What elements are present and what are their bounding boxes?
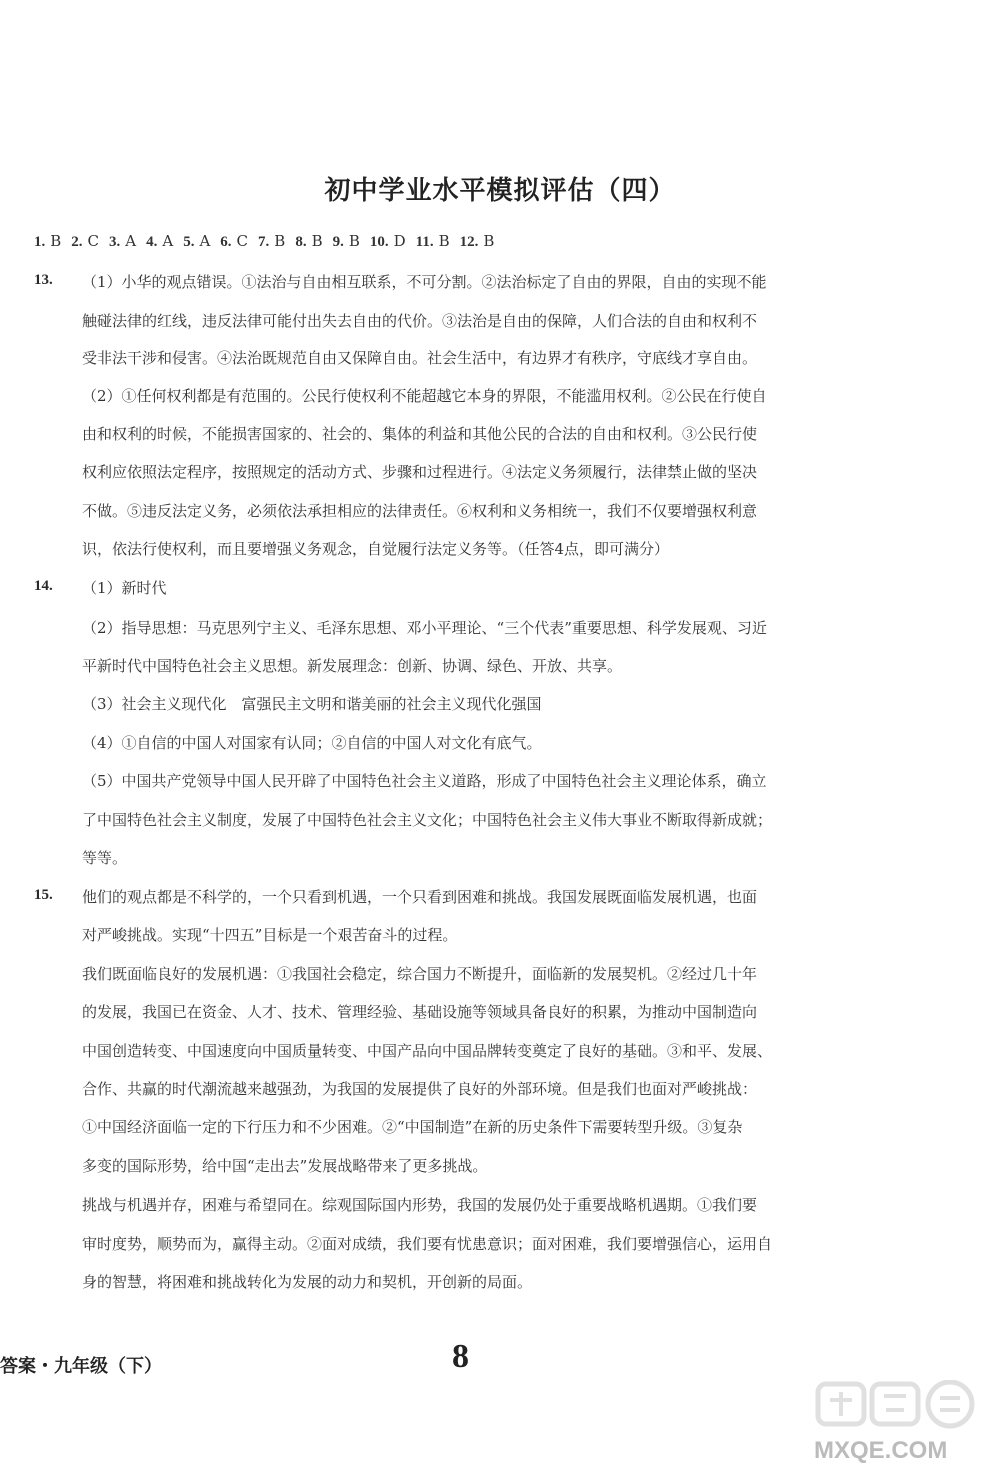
mc-answer-letter: C [236,232,249,250]
q15-line: 中国创造转变、中国速度向中国质量转变、中国产品向中国品牌转变奠定了良好的基础。③和平、发展、 [82,1042,773,1060]
mc-answer [333,232,360,250]
q15-line: 我们既面临良好的发展机遇：①我国社会稳定，综合国力不断提升，面临新的发展契机。②经过几十年 [82,965,758,983]
mc-question-number: 4. [146,234,158,250]
q14-line: （4）①自信的中国人对国家有认同；②自信的中国人对文化有底气。 [82,734,542,752]
page-number: 8 [452,1338,469,1375]
mc-answer-letter: B [274,232,286,250]
q15-line: ①中国经济面临一定的下行压力和不少困难。②“中国制造”在新的历史条件下需要转型升级。③复杂 [82,1118,743,1136]
mc-answer-letter: B [311,232,323,250]
mc-answer-letter: A [125,232,137,250]
q13-number: 13. [34,272,53,288]
q14-line: 平新时代中国特色社会主义思想。新发展理念：创新、协调、绿色、开放、共享。 [82,657,623,675]
mc-answer-letter: D [393,232,406,250]
mc-answer [460,232,495,250]
q13-line: 识，依法行使权利，而且要增强义务观念，自觉履行法定义务等。（任答4点，即可满分） [82,540,670,558]
mc-question-number: 1. [34,234,46,250]
mc-answer-letter: B [483,232,495,250]
mc-question-number: 6. [220,234,232,250]
mc-answer-letter: A [162,232,174,250]
q15-line: 多变的国际形势，给中国“走出去”发展战略带来了更多挑战。 [82,1157,488,1175]
q14-line: （5）中国共产党领导中国人民开辟了中国特色社会主义道路，形成了中国特色社会主义理论体系，确立 [82,772,767,790]
mc-answer-letter: B [50,232,62,250]
q15-line: 挑战与机遇并存，困难与希望同在。综观国际国内形势，我国的发展仍处于重要战略机遇期。①我们要 [82,1196,758,1214]
q13-line: 不做。⑤违反法定义务，必须依法承担相应的法律责任。⑥权利和义务相统一，我们不仅要增强权利意 [82,502,758,520]
q14-line: （2）指导思想：马克思列宁主义、毛泽东思想、邓小平理论、“三个代表”重要思想、科学发展观、习近 [82,619,767,637]
q15-line: 身的智慧，将困难和挑战转化为发展的动力和契机，开创新的局面。 [82,1273,533,1291]
q13-line: 受非法干涉和侵害。④法治既规范自由又保障自由。社会生活中，有边界才有秩序，守底线才享自由。 [82,349,758,367]
q13-line: 权利应依照法定程序，按照规定的活动方式、步骤和过程进行。④法定义务须履行，法律禁止做的坚决 [82,463,758,481]
mc-answer-letter: B [438,232,450,250]
watermark-site: MXQE.COM [814,1437,948,1464]
mc-answer-letter: C [87,232,100,250]
mc-answer [258,232,285,250]
mc-answer [416,232,450,250]
q13-line: （1）小华的观点错误。①法治与自由相互联系，不可分割。②法治标定了自由的界限，自由的实现不能 [82,273,767,291]
q15-number: 15. [34,887,53,903]
mc-answer-letter: A [199,232,211,250]
q14-line: （3）社会主义现代化 富强民主文明和谐美丽的社会主义现代化强国 [82,695,542,713]
mc-question-number: 5. [183,234,195,250]
q14-number: 14. [34,578,53,594]
mc-question-number: 11. [415,234,434,250]
page-title: 初中学业水平模拟评估（四） [324,176,676,206]
q13-line: 触碰法律的红线，违反法律可能付出失去自由的代价。③法治是自由的保障，人们合法的自由和权利不 [82,312,758,330]
mc-answer [146,232,173,250]
mc-answer [34,232,61,250]
mc-answer [109,232,136,250]
mc-answer-letter: B [348,232,360,250]
mc-answer [71,232,99,250]
watermark-logo [812,1380,992,1465]
mc-question-number: 8. [295,234,307,250]
q15-line: 他们的观点都是不科学的，一个只看到机遇，一个只看到困难和挑战。我国发展既面临发展机遇，也面 [82,888,758,906]
mc-answer [220,232,248,250]
q13-line: 由和权利的时候，不能损害国家的、社会的、集体的利益和其他公民的合法的自由和权利。③公民行使 [82,425,758,443]
mc-answer [295,232,322,250]
q14-line: 了中国特色社会主义制度，发展了中国特色社会主义文化；中国特色社会主义伟大事业不断取得新成就； [82,811,773,829]
q15-line: 审时度势，顺势而为，赢得主动。②面对成绩，我们要有忧患意识；面对困难，我们要增强信心，运用自 [82,1235,773,1253]
mc-question-number: 9. [332,234,344,250]
mc-answer [183,232,210,250]
q14-line: 等等。 [82,849,128,867]
q15-line: 的发展，我国已在资金、人才、技术、管理经验、基础设施等领域具备良好的积累，为推动中国制造向 [82,1003,758,1021]
q13-line: （2）①任何权利都是有范围的。公民行使权利不能超越它本身的界限，不能滥用权利。②公民在行使自 [82,387,767,405]
multiple-choice-answers [34,232,504,251]
q15-line: 合作、共赢的时代潮流越来越强劲，为我国的发展提供了良好的外部环境。但是我们也面对严峻挑战： [82,1080,758,1098]
mc-question-number: 12. [459,234,479,250]
footer-book-label: 答案・九年级（下） [0,1356,162,1377]
mc-question-number: 3. [109,234,121,250]
q14-line: （1）新时代 [82,579,167,597]
mc-question-number: 7. [258,234,270,250]
mc-question-number: 10. [369,234,389,250]
q15-line: 对严峻挑战。实现“十四五”目标是一个艰苦奋斗的过程。 [82,926,458,944]
mc-answer [370,232,406,250]
mc-question-number: 2. [71,234,83,250]
